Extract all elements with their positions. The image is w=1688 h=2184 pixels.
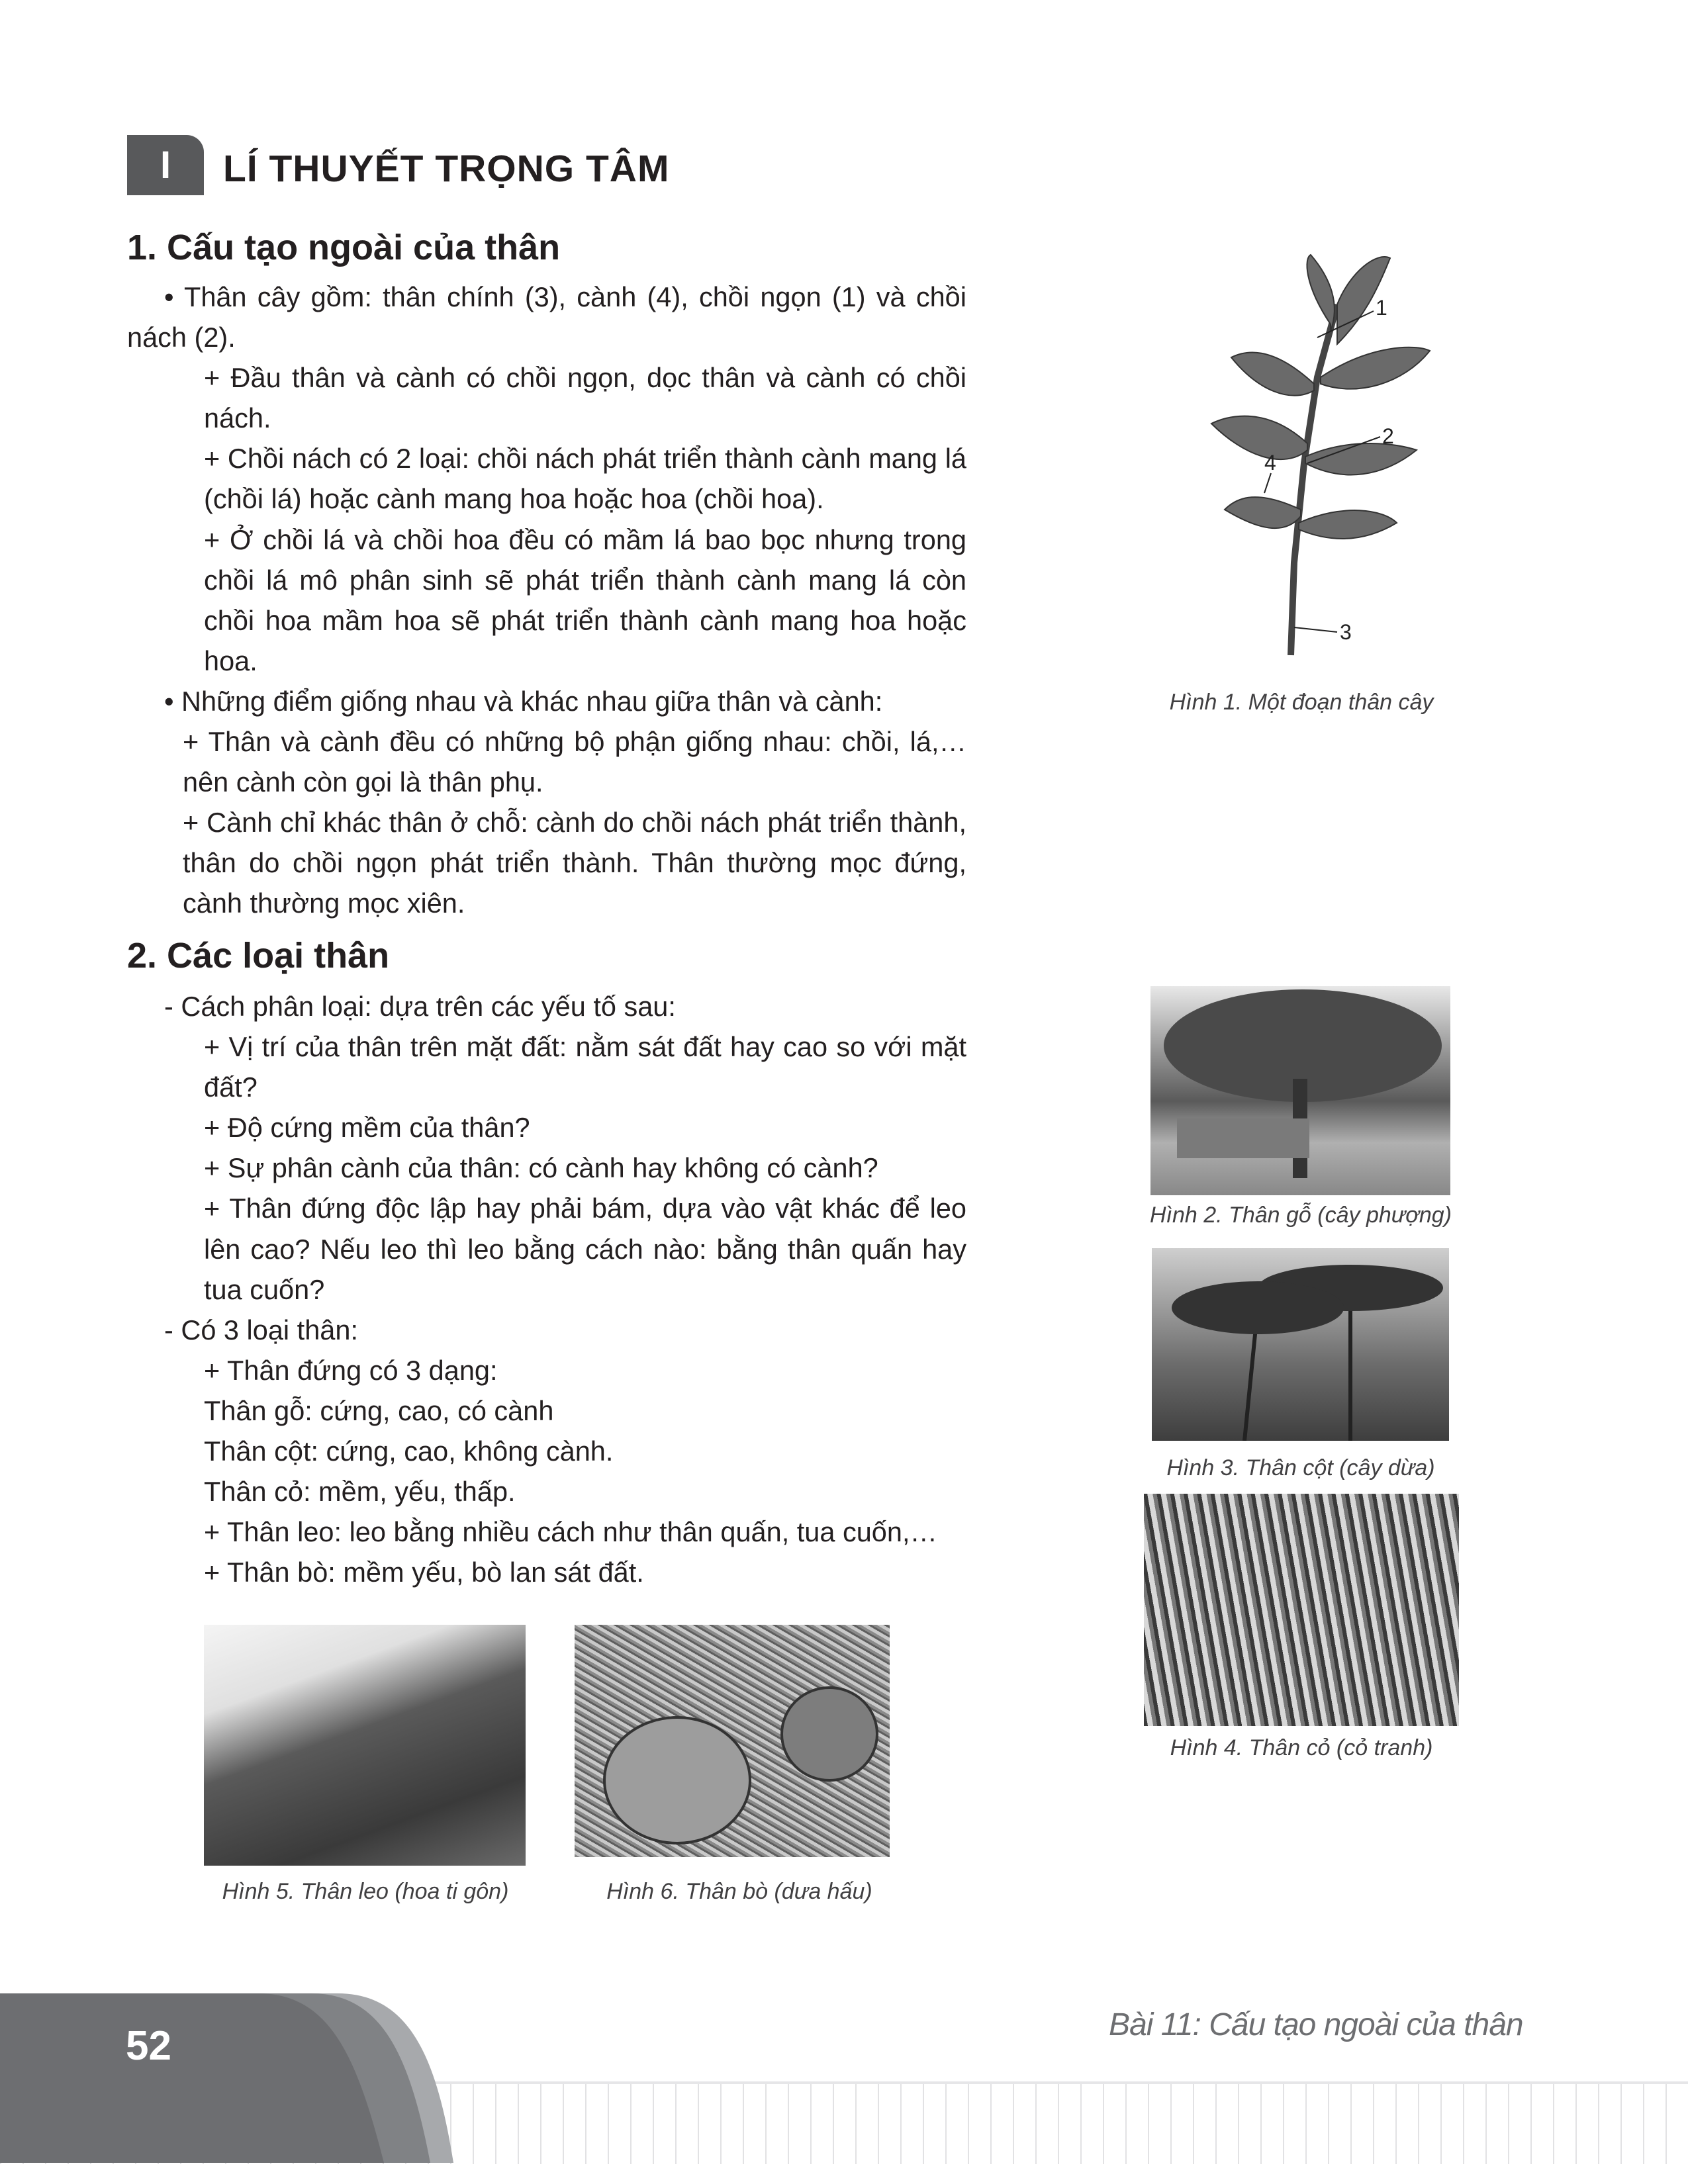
label-branch: 4 xyxy=(1264,451,1276,475)
criteria-item: + Thân đứng độc lập hay phải bám, dựa vào vật khác để leo lên cao? Nếu leo thì leo bằng cách nào: bằng thân quấn hay tua cuốn? xyxy=(204,1193,966,1305)
type-item: Thân cỏ: mềm, yếu, thấp. xyxy=(204,1476,516,1508)
sub-item: + Đầu thân và cành có chồi ngọn, dọc thân và cành có chồi nách. xyxy=(204,362,966,434)
type-item: + Thân bò: mềm yếu, bò lan sát đất. xyxy=(204,1557,644,1588)
dash-item: - Có 3 loại thân: xyxy=(164,1314,358,1345)
figure-4-caption: Hình 4. Thân cỏ (cỏ tranh) xyxy=(1170,1735,1433,1760)
label-apical-bud: 1 xyxy=(1376,296,1387,320)
sub-item: + Thân và cành đều có những bộ phận giống nhau: chồi, lá,… nên cành còn gọi là thân phụ. xyxy=(183,726,966,798)
figure-5-climbing-stem-photo xyxy=(204,1625,526,1866)
type-item: + Thân leo: leo bằng nhiều cách như thân quấn, tua cuốn,… xyxy=(204,1516,937,1548)
bullet-stem-parts: • Thân cây gồm: thân chính (3), cành (4), chồi ngọn (1) và chồi nách (2). xyxy=(127,281,966,353)
figure-1-caption: Hình 1. Một đoạn thân cây xyxy=(1169,690,1434,715)
figure-5-caption: Hình 5. Thân leo (hoa ti gôn) xyxy=(222,1879,509,1904)
part-1-body xyxy=(127,277,966,924)
footer-page-tab xyxy=(0,1993,503,2163)
section-title: LÍ THUYẾT TRỌNG TÂM xyxy=(223,148,670,190)
lesson-title: Bài 11: Cấu tạo ngoài của thân xyxy=(1109,2007,1523,2042)
type-item: Thân gỗ: cứng, cao, có cành xyxy=(204,1394,554,1426)
part-2-body xyxy=(127,986,966,1592)
criteria-item: + Độ cứng mềm của thân? xyxy=(204,1112,530,1144)
dash-item: - Cách phân loại: dựa trên các yếu tố sau: xyxy=(164,991,676,1022)
sub-item: + Cành chỉ khác thân ở chỗ: cành do chồi nách phát triển thành, thân do chồi ngọn phát triển thành. Thân thường mọc đứng, cành thường mọc xiên. xyxy=(183,807,966,919)
figure-3-column-stem-photo xyxy=(1152,1248,1449,1441)
heading-part-2: 2. Các loại thân xyxy=(127,936,390,976)
criteria-item: + Sự phân cành của thân: có cành hay không có cành? xyxy=(204,1152,878,1184)
bullet-comparison: • Những điểm giống nhau và khác nhau giữa thân và cành: xyxy=(164,685,883,717)
figure-3-caption: Hình 3. Thân cột (cây dừa) xyxy=(1166,1455,1435,1480)
figure-2-wood-stem-photo xyxy=(1150,986,1450,1195)
page-number: 52 xyxy=(126,2023,171,2069)
type-item: + Thân đứng có 3 dạng: xyxy=(204,1354,498,1386)
sub-item: + Ở chồi lá và chồi hoa đều có mầm lá bao bọc nhưng trong chồi lá mô phân sinh sẽ phát triển thành cành mang lá còn chồi hoa mầm hoa sẽ phát triển thành cành mang hoa hoặc hoa. xyxy=(204,523,966,676)
figure-4-grass-stem-photo xyxy=(1144,1494,1459,1726)
sub-item: + Chồi nách có 2 loại: chồi nách phát triển thành cành mang lá (chồi lá) hoặc cành mang hoa hoặc hoa (chồi hoa). xyxy=(204,443,966,515)
type-item: Thân cột: cứng, cao, không cành. xyxy=(204,1435,614,1467)
figure-6-creeping-stem-photo xyxy=(575,1625,890,1857)
figure-1-stem-image xyxy=(1152,245,1456,668)
label-main-stem: 3 xyxy=(1340,620,1352,644)
section-number-badge: I xyxy=(127,135,204,195)
heading-part-1: 1. Cấu tạo ngoài của thân xyxy=(127,228,561,267)
figure-2-caption: Hình 2. Thân gỗ (cây phượng) xyxy=(1149,1203,1452,1228)
criteria-item: + Vị trí của thân trên mặt đất: nằm sát đất hay cao so với mặt đất? xyxy=(204,1031,966,1103)
label-axillary-bud: 2 xyxy=(1382,424,1394,448)
figure-6-caption: Hình 6. Thân bò (dưa hấu) xyxy=(606,1879,872,1904)
